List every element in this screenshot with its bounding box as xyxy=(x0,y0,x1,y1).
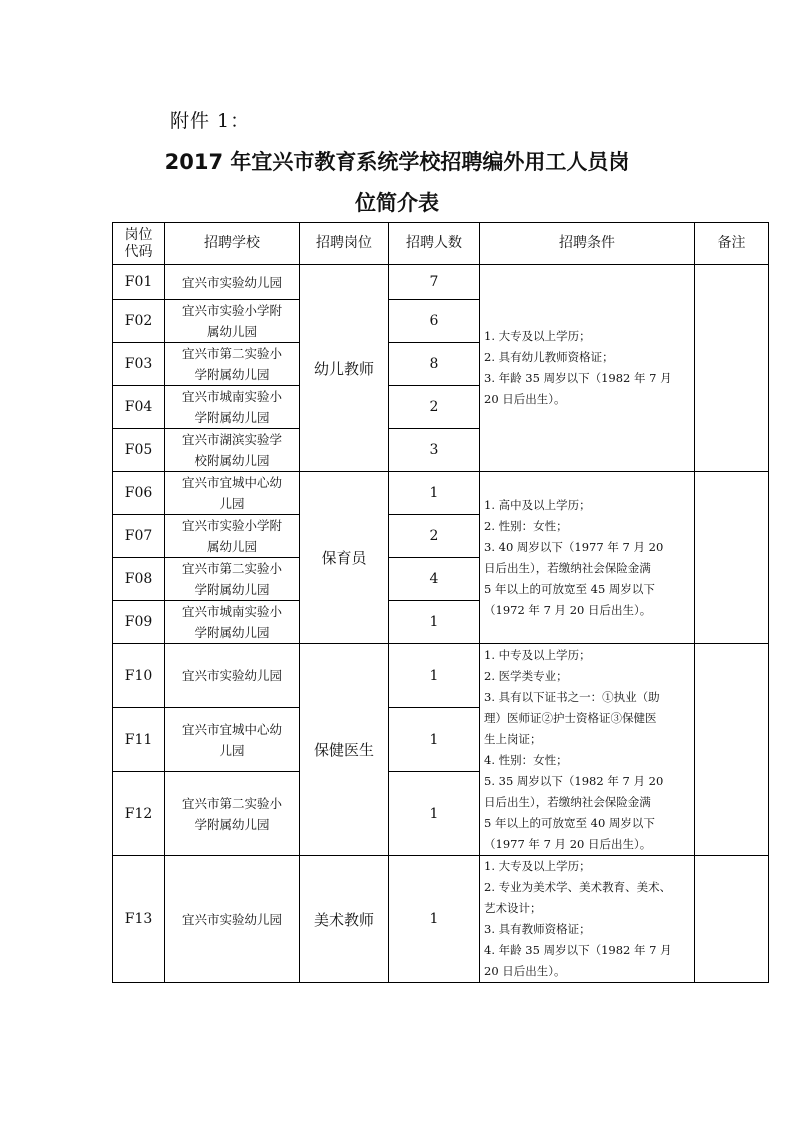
job-code: F03 xyxy=(113,343,165,386)
table-row xyxy=(113,472,769,515)
table-row xyxy=(113,856,769,983)
document-title-continued: 位简介表 xyxy=(355,191,439,215)
job-code: F10 xyxy=(113,644,165,708)
condition-line: 3. 具有教师资格证； xyxy=(484,922,591,936)
school-name xyxy=(165,601,300,644)
hire-count: 3 xyxy=(389,429,480,472)
school-name-line: 学附属幼儿园 xyxy=(194,410,270,425)
condition-line: 1. 大专及以上学历； xyxy=(484,859,591,873)
condition-line: 3. 40 周岁以下（1977 年 7 月 20 xyxy=(484,539,664,554)
condition-line: 1. 中专及以上学历； xyxy=(484,647,591,662)
job-code: F08 xyxy=(113,558,165,601)
hire-count: 2 xyxy=(389,515,480,558)
school-name xyxy=(165,429,300,472)
school-name-line: 宜兴市第二实验小 xyxy=(181,795,282,811)
condition-line: 4. 性别：女性； xyxy=(484,752,568,767)
school-name-line: 宜兴市城南实验小 xyxy=(181,604,282,619)
remark-cell xyxy=(695,644,769,856)
condition-line: 理）医师证②护士资格证③保健医 xyxy=(484,710,657,725)
hire-count: 1 xyxy=(389,856,480,983)
hire-count: 6 xyxy=(389,300,480,343)
job-conditions xyxy=(480,265,695,472)
school-name xyxy=(165,265,300,300)
remark-cell xyxy=(695,856,769,983)
school-name xyxy=(165,708,300,772)
condition-line: 生上岗证； xyxy=(484,731,542,746)
school-name-line: 宜兴市第二实验小 xyxy=(181,561,282,576)
job-code: F02 xyxy=(113,300,165,343)
header-conditions: 招聘条件 xyxy=(480,223,695,265)
header-count: 招聘人数 xyxy=(389,223,480,265)
condition-line: 2. 医学类专业； xyxy=(484,668,568,683)
school-name-line: 宜兴市第二实验小 xyxy=(181,346,282,361)
school-name-line: 儿园 xyxy=(219,742,245,758)
condition-line: 3. 年龄 35 周岁以下（1982 年 7 月 xyxy=(484,371,672,385)
job-post: 保健医生 xyxy=(300,644,389,856)
table-header-row xyxy=(113,223,769,265)
condition-line: 1. 大专及以上学历； xyxy=(484,329,591,343)
job-code: F07 xyxy=(113,515,165,558)
job-code: F13 xyxy=(113,856,165,983)
school-name xyxy=(165,300,300,343)
hire-count: 4 xyxy=(389,558,480,601)
school-name-line: 学附属幼儿园 xyxy=(194,625,270,640)
school-name-line: 学附属幼儿园 xyxy=(194,816,270,832)
condition-line: 日后出生），若缴纳社会保险金满 xyxy=(484,794,651,809)
header-post: 招聘岗位 xyxy=(300,223,389,265)
remark-cell xyxy=(695,472,769,644)
school-name-line: 宜兴市实验幼儿园 xyxy=(181,274,282,290)
condition-line: 2. 专业为美术学、美术教育、美术、 xyxy=(484,880,672,894)
job-code: F09 xyxy=(113,601,165,644)
school-name-line: 学附属幼儿园 xyxy=(194,367,270,382)
remark-cell xyxy=(695,265,769,472)
condition-line: 1. 高中及以上学历； xyxy=(484,497,591,512)
table-body xyxy=(113,265,769,983)
school-name-line: 学附属幼儿园 xyxy=(194,582,270,597)
hire-count: 7 xyxy=(389,265,480,300)
school-name-line: 宜兴市宜城中心幼 xyxy=(181,475,282,490)
school-name-line: 宜兴市实验小学附 xyxy=(181,303,282,318)
school-name xyxy=(165,515,300,558)
job-post: 幼儿教师 xyxy=(300,265,389,472)
condition-line: 2. 具有幼儿教师资格证； xyxy=(484,350,614,364)
condition-line: 2. 性别：女性； xyxy=(484,518,568,533)
condition-line: （1972 年 7 月 20 日后出生）。 xyxy=(484,602,652,617)
hire-count: 1 xyxy=(389,772,480,856)
school-name-line: 宜兴市实验幼儿园 xyxy=(181,668,282,683)
job-conditions xyxy=(480,644,695,856)
condition-line: 20 日后出生）。 xyxy=(484,392,566,406)
school-name xyxy=(165,856,300,983)
header-code: 岗位 代码 xyxy=(113,223,165,265)
condition-line: 4. 年龄 35 周岁以下（1982 年 7 月 xyxy=(484,943,672,957)
job-code: F01 xyxy=(113,265,165,300)
school-name-line: 宜兴市城南实验小 xyxy=(181,389,282,404)
job-table xyxy=(112,222,769,983)
condition-line: 5 年以上的可放宽至 40 周岁以下 xyxy=(484,815,655,830)
hire-count: 2 xyxy=(389,386,480,429)
attachment-label: 附件 1： xyxy=(170,110,251,132)
condition-line: 20 日后出生）。 xyxy=(484,964,566,978)
school-name-line: 校附属幼儿园 xyxy=(194,453,270,468)
school-name xyxy=(165,644,300,708)
school-name xyxy=(165,772,300,856)
table-row xyxy=(113,265,769,300)
condition-line: 5. 35 周岁以下（1982 年 7 月 20 xyxy=(484,773,664,788)
school-name-line: 儿园 xyxy=(219,496,245,511)
school-name-line: 宜兴市实验幼儿园 xyxy=(181,911,282,927)
hire-count: 1 xyxy=(389,601,480,644)
job-code: F05 xyxy=(113,429,165,472)
job-code: F11 xyxy=(113,708,165,772)
job-code: F06 xyxy=(113,472,165,515)
hire-count: 1 xyxy=(389,472,480,515)
hire-count: 1 xyxy=(389,708,480,772)
condition-line: （1977 年 7 月 20 日后出生）。 xyxy=(484,836,652,851)
school-name-line: 宜兴市湖滨实验学 xyxy=(181,432,282,447)
school-name-line: 宜兴市宜城中心幼 xyxy=(181,721,282,737)
condition-line: 5 年以上的可放宽至 45 周岁以下 xyxy=(484,581,655,596)
condition-line: 艺术设计； xyxy=(484,901,542,915)
job-code: F04 xyxy=(113,386,165,429)
job-post: 美术教师 xyxy=(300,856,389,983)
school-name xyxy=(165,558,300,601)
header-school: 招聘学校 xyxy=(165,223,300,265)
school-name xyxy=(165,386,300,429)
table-row xyxy=(113,644,769,708)
header-remark: 备注 xyxy=(695,223,769,265)
school-name xyxy=(165,472,300,515)
job-post: 保育员 xyxy=(300,472,389,644)
condition-line: 日后出生），若缴纳社会保险金满 xyxy=(484,560,651,575)
school-name-line: 宜兴市实验小学附 xyxy=(181,518,282,533)
school-name xyxy=(165,343,300,386)
document-title: 2017 年宜兴市教育系统学校招聘编外用工人员岗 xyxy=(164,150,630,174)
job-conditions xyxy=(480,856,695,983)
hire-count: 1 xyxy=(389,644,480,708)
school-name-line: 属幼儿园 xyxy=(206,539,257,554)
hire-count: 8 xyxy=(389,343,480,386)
school-name-line: 属幼儿园 xyxy=(206,324,257,339)
job-code: F12 xyxy=(113,772,165,856)
job-conditions xyxy=(480,472,695,644)
condition-line: 3. 具有以下证书之一：①执业（助 xyxy=(484,689,660,704)
